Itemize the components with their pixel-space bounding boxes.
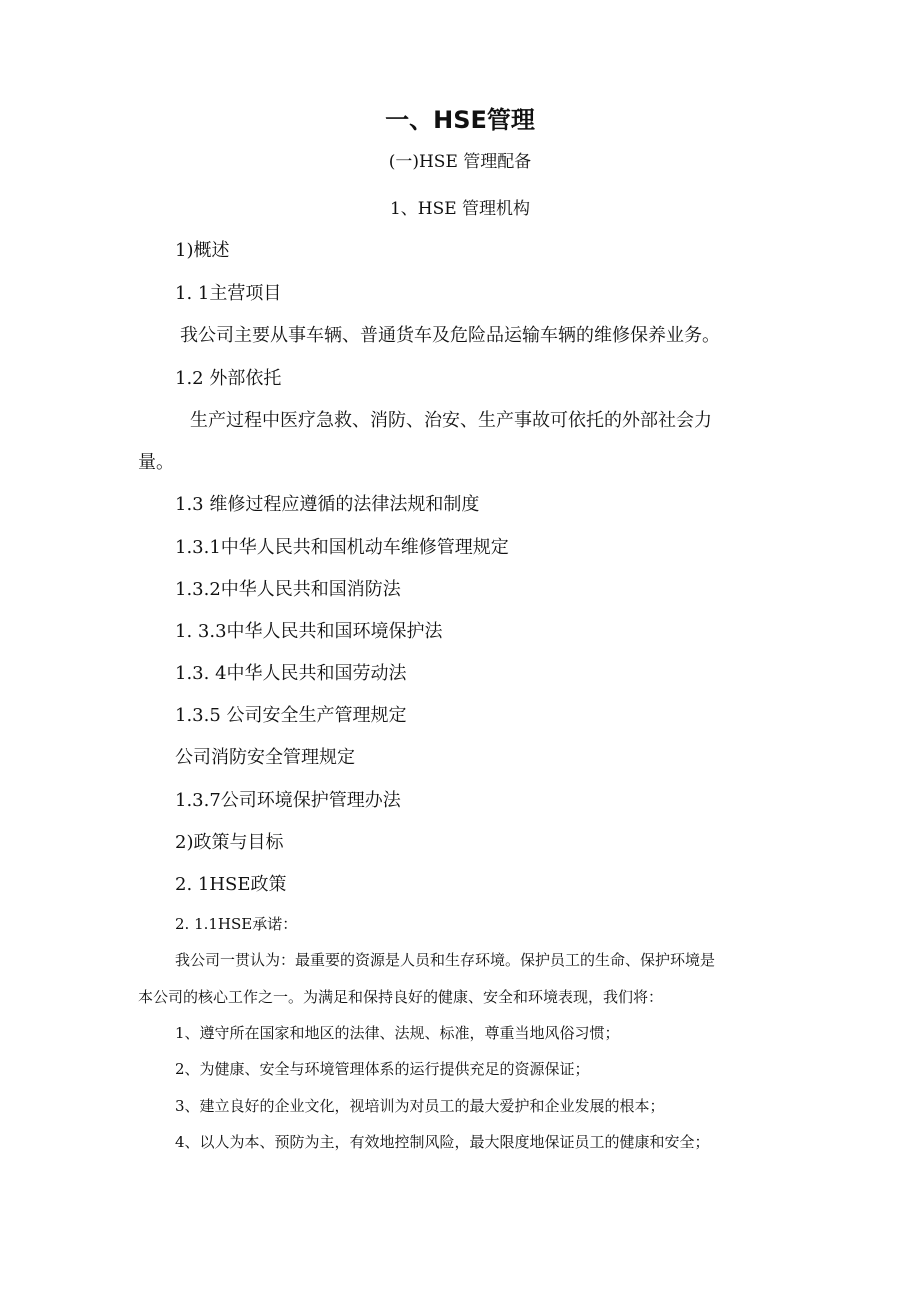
paragraph-external-support: 生产过程中医疗急救、消防、治安、生产事故可依托的外部社会力 <box>190 410 712 431</box>
heading-hse-policy: 2. 1HSE政策 <box>175 874 287 895</box>
heading-external-support: 1.2 外部依托 <box>175 368 282 389</box>
law-item: 1.3.5 公司安全生产管理规定 <box>175 705 407 726</box>
law-item: 1.3. 4中华人民共和国劳动法 <box>175 663 407 684</box>
subtitle: (一)HSE 管理配备 <box>388 152 532 172</box>
paragraph-commitment: 我公司一贯认为：最重要的资源是人员和生存环境。保护员工的生命、保护环境是 <box>175 951 716 969</box>
law-item: 1.3.1中华人民共和国机动车维修管理规定 <box>175 537 509 558</box>
paragraph-commitment-cont: 本公司的核心工作之一。为满足和保持良好的健康、安全和环境表现，我们将： <box>138 988 664 1006</box>
commitment-item: 3、建立良好的企业文化，视培训为对员工的最大爱护和企业发展的根本； <box>175 1097 665 1115</box>
heading-laws: 1.3 维修过程应遵循的法律法规和制度 <box>175 494 480 515</box>
law-item: 1.3.2中华人民共和国消防法 <box>175 579 401 600</box>
heading-policy-goals: 2)政策与目标 <box>175 832 284 853</box>
law-item: 1.3.7公司环境保护管理办法 <box>175 790 401 811</box>
law-item: 1. 3.3中华人民共和国环境保护法 <box>175 621 443 642</box>
commitment-item: 2、为健康、安全与环境管理体系的运行提供充足的资源保证； <box>175 1060 590 1078</box>
heading-main-business: 1. 1主营项目 <box>175 283 282 304</box>
heading-overview: 1)概述 <box>175 240 230 261</box>
law-item: 公司消防安全管理规定 <box>175 747 355 768</box>
paragraph-main-business: 我公司主要从事车辆、普通货车及危险品运输车辆的维修保养业务。 <box>180 325 720 346</box>
commitment-item: 4、以人为本、预防为主，有效地控制风险，最大限度地保证员工的健康和安全； <box>175 1133 710 1151</box>
heading-hse-commitment: 2. 1.1HSE承诺： <box>175 915 298 933</box>
paragraph-external-support-cont: 量。 <box>138 452 174 473</box>
commitment-item: 1、遵守所在国家和地区的法律、法规、标准，尊重当地风俗习惯； <box>175 1024 620 1042</box>
page-title: 一、HSE管理 <box>385 106 535 134</box>
section-heading: 1、HSE 管理机构 <box>389 199 531 219</box>
